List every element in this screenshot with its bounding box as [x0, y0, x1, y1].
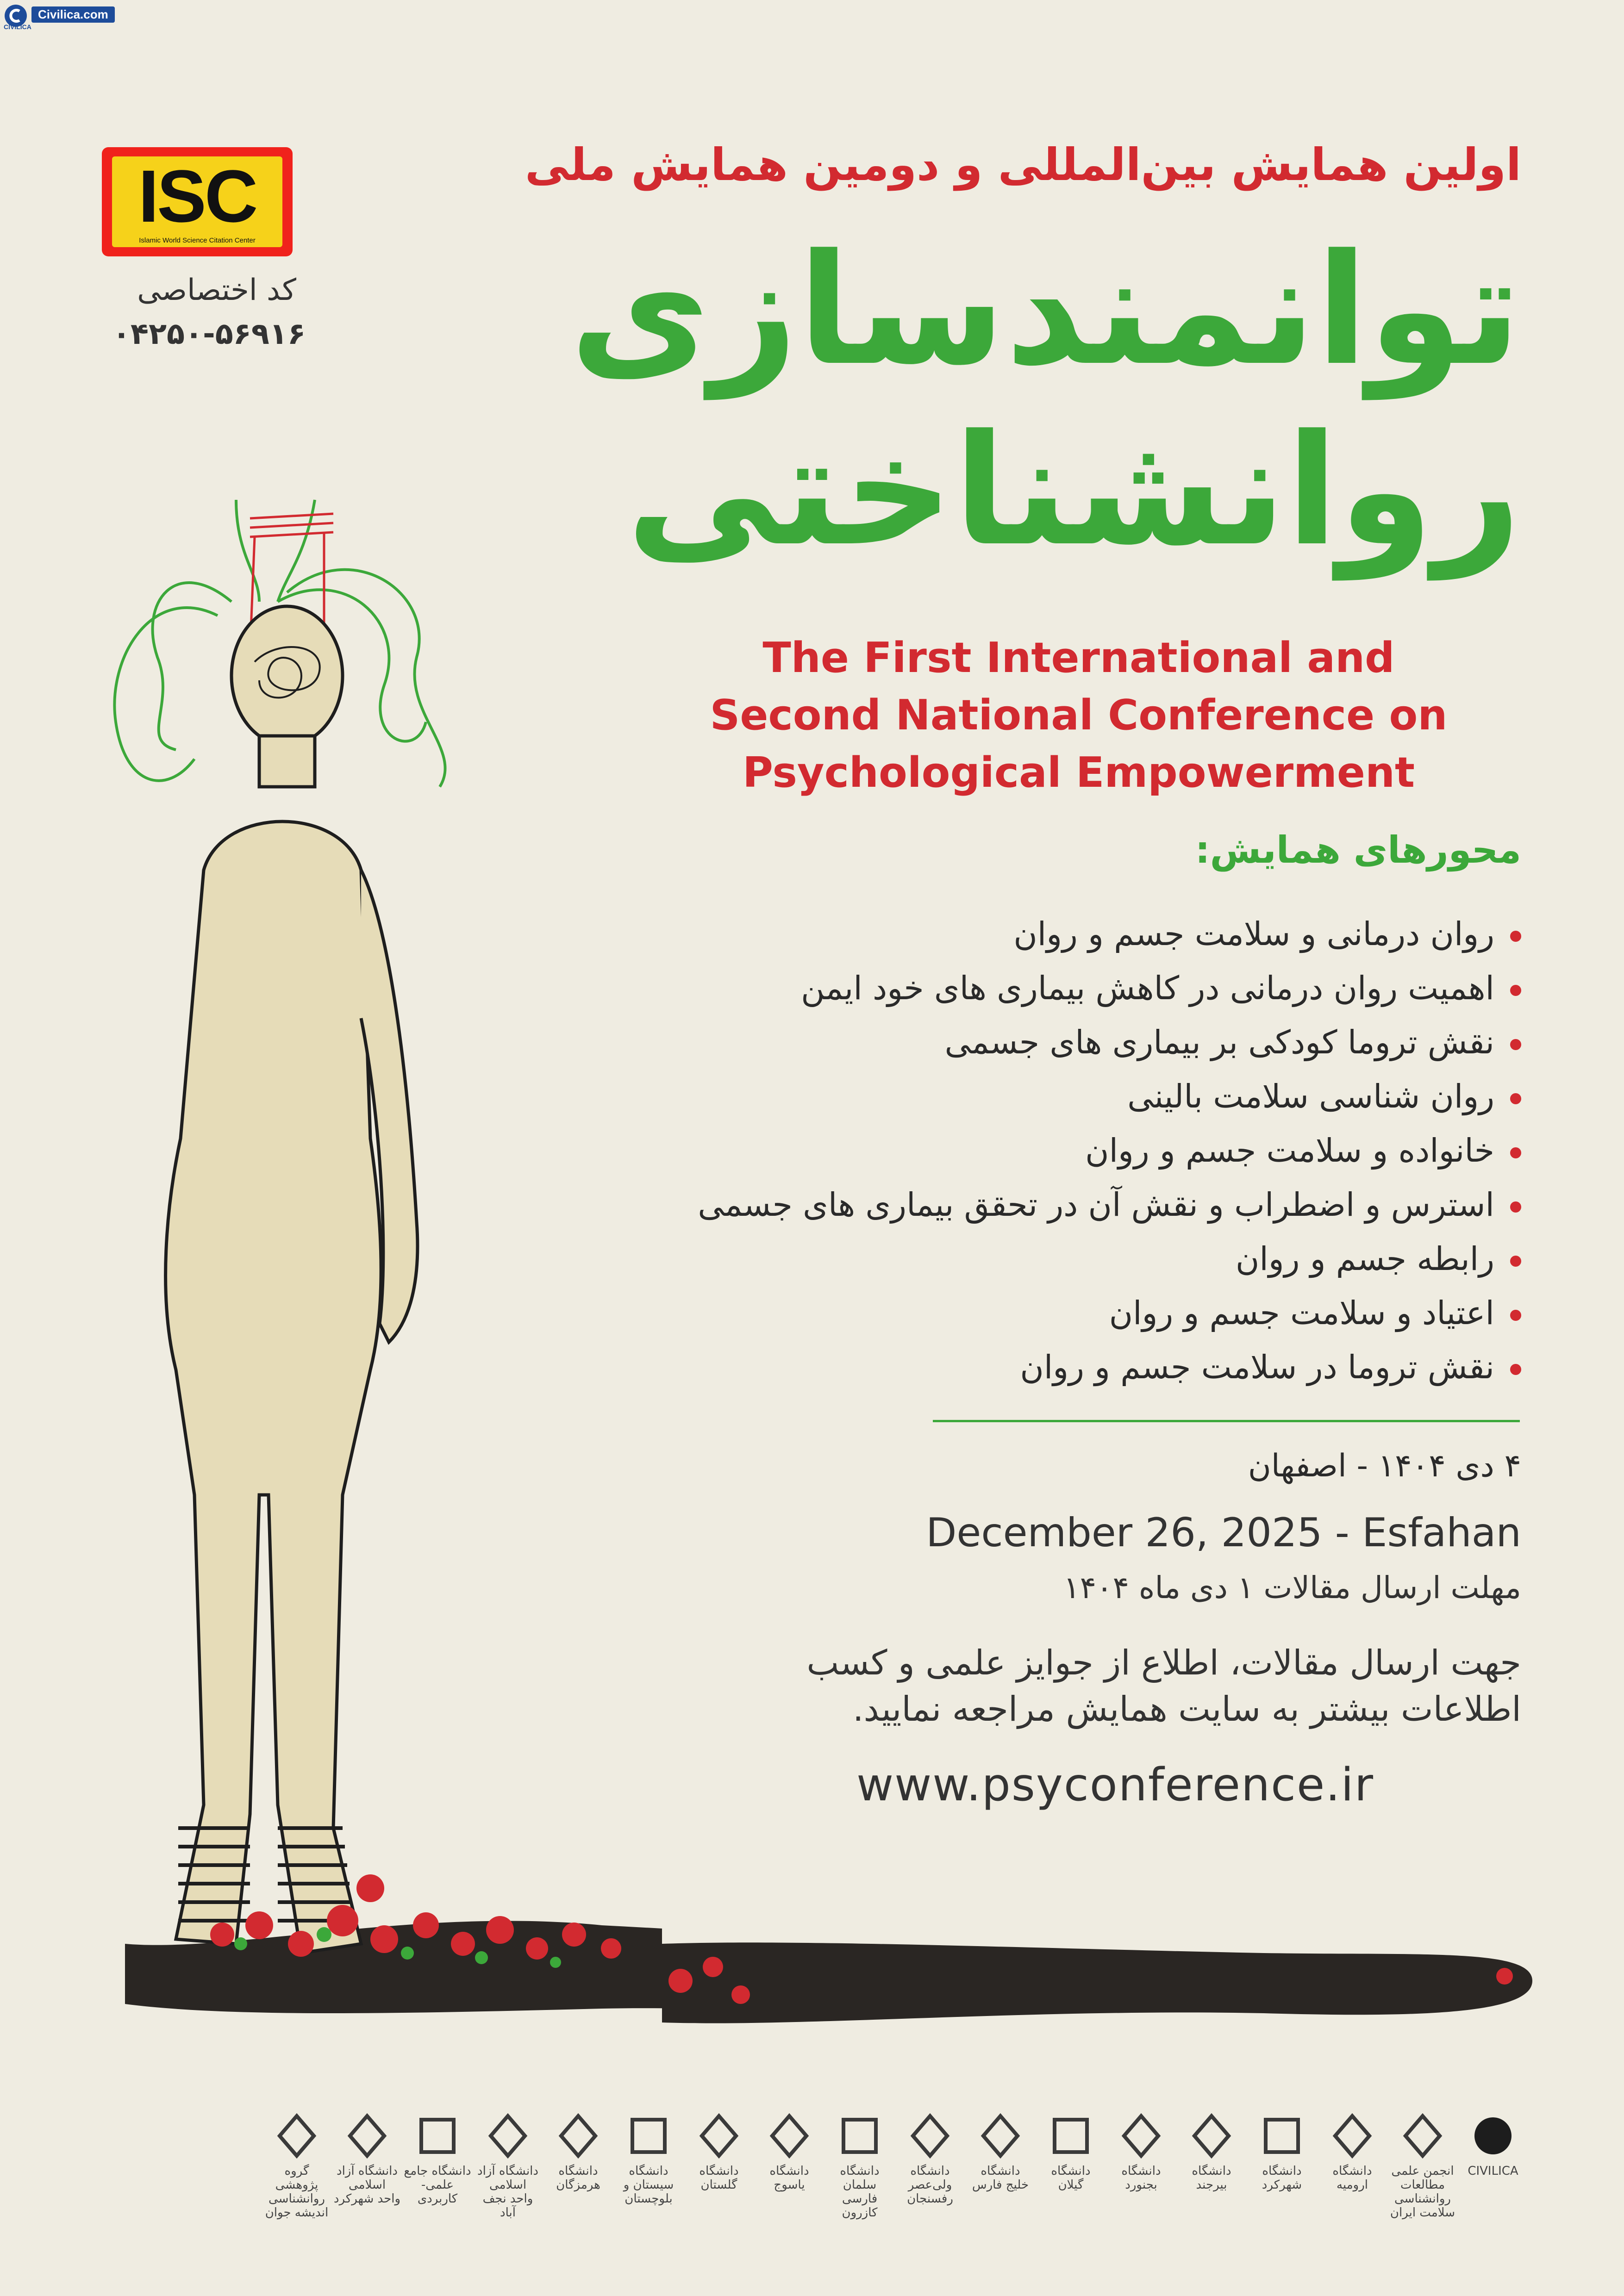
azad-logo-icon [482, 2110, 533, 2161]
topic-text: اهمیت روان درمانی در کاهش بیماری های خود ایمن [801, 969, 1494, 1007]
topic-text: استرس و اضطراب و نقش آن در تحقق بیماری های جسمی [698, 1186, 1494, 1224]
sponsor-logo [755, 2110, 824, 2192]
bullet-icon [1510, 1201, 1521, 1213]
sponsor-logo [1388, 2110, 1457, 2220]
topic-item [549, 1178, 1521, 1232]
info-line: اطلاعات بیشتر به سایت همایش مراجعه نمایید. [853, 1689, 1521, 1729]
isc-logo [102, 147, 293, 256]
topic-item [549, 1015, 1521, 1070]
sponsor-caption: دانشگاه گلستان [699, 2164, 739, 2192]
sponsor-logo [1458, 2110, 1528, 2178]
isc-code-value: ۰۴۲۵۰-۵۶۹۱۶ [112, 317, 306, 351]
isc-code-label: کد اختصاصی [137, 273, 296, 307]
topic-item [549, 907, 1521, 961]
azad-logo-icon [342, 2110, 393, 2161]
sponsor-logo [1318, 2110, 1387, 2192]
tower-logo-icon [412, 2110, 463, 2161]
triangle-logo-icon [975, 2110, 1026, 2161]
sponsor-logo [543, 2110, 613, 2192]
sponsor-logo [1036, 2110, 1106, 2192]
square-logo-icon [623, 2110, 674, 2161]
sponsor-logo [1177, 2110, 1246, 2192]
sponsor-caption: دانشگاه آزاد اسلامی واحد شهرکرد [333, 2164, 401, 2206]
sponsor-caption: دانشگاه بیرجند [1192, 2164, 1231, 2192]
sponsor-logo [1106, 2110, 1176, 2192]
psi-wings-logo-icon [1397, 2110, 1448, 2161]
title-en-line: The First International and [762, 634, 1395, 682]
sponsor-caption: دانشگاه خلیج فارس [972, 2164, 1029, 2192]
columns-logo-icon [1116, 2110, 1167, 2161]
shield-logo-icon [1186, 2110, 1237, 2161]
sponsor-caption: دانشگاه ارومیه [1332, 2164, 1372, 2192]
sponsor-caption: دانشگاه یاسوج [769, 2164, 809, 2192]
shadow-extension [662, 1911, 1542, 2050]
topic-item [549, 1070, 1521, 1124]
isc-logo-sub: Islamic World Science Citation Center [139, 236, 256, 244]
date-fa: ۴ دی ۱۴۰۴ - اصفهان [1248, 1448, 1521, 1484]
civilica-logo-icon [1468, 2110, 1518, 2161]
topic-item [549, 1124, 1521, 1178]
civilica-mini-label: CIVILICA [4, 23, 31, 31]
sponsor-caption: گروه پژوهشی روانشناسی اندیشه جوان [265, 2164, 329, 2220]
divider [933, 1420, 1520, 1422]
chevron-logo-icon [834, 2110, 885, 2161]
frame-logo-icon [553, 2110, 604, 2161]
swan-logo-icon [1045, 2110, 1096, 2161]
isc-logo-text: ISC [138, 155, 256, 237]
bullet-icon [1510, 1093, 1521, 1104]
bullet-icon [1510, 1039, 1521, 1050]
sponsor-caption: دانشگاه گیلان [1051, 2164, 1091, 2192]
title-fa-line2: روانشناختی [626, 402, 1521, 579]
sponsor-caption: دانشگاه جامع علمی-کاربردی [404, 2164, 471, 2206]
topic-text: خانواده و سلامت جسم و روان [1085, 1132, 1494, 1170]
sponsor-logo [966, 2110, 1035, 2192]
title-en [671, 629, 1486, 802]
website-link[interactable]: www.psyconference.ir [856, 1759, 1374, 1811]
bullet-icon [1510, 1256, 1521, 1267]
sponsor-logo [262, 2110, 331, 2220]
sponsor-logo [403, 2110, 472, 2206]
sponsor-logo [825, 2110, 894, 2220]
title-fa-line1: توانمندسازی [569, 221, 1521, 399]
sponsor-caption: دانشگاه سلمان فارسی کازرون [840, 2164, 880, 2220]
topic-text: نقش تروما در سلامت جسم و روان [1020, 1348, 1494, 1386]
bullet-icon [1510, 985, 1521, 996]
sponsor-logo [684, 2110, 754, 2192]
bullet-icon [1510, 1147, 1521, 1158]
sponsor-caption: دانشگاه شهرکرد [1262, 2164, 1302, 2192]
sponsor-caption: دانشگاه سیستان و بلوچستان [623, 2164, 674, 2206]
info-line: جهت ارسال مقالات، اطلاع از جوایز علمی و کسب [806, 1643, 1521, 1683]
bullet-icon [1510, 1310, 1521, 1321]
sponsor-caption: CIVILICA [1468, 2164, 1518, 2178]
sponsor-caption: دانشگاه ولی‌عصر رفسنجان [907, 2164, 953, 2206]
topic-item [549, 1286, 1521, 1340]
topic-text: نقش تروما کودکی بر بیماری های جسمی [944, 1023, 1494, 1061]
topic-item [549, 1340, 1521, 1394]
topic-text: روان درمانی و سلامت جسم و روان [1013, 915, 1494, 953]
bullet-icon [1510, 931, 1521, 942]
submission-deadline: مهلت ارسال مقالات ۱ دی ماه ۱۴۰۴ [1063, 1570, 1521, 1605]
sponsor-logo [473, 2110, 543, 2220]
date-en: December 26, 2025 - Esfahan [926, 1510, 1521, 1556]
title-en-line: Psychological Empowerment [742, 748, 1415, 797]
sponsor-logo [1247, 2110, 1317, 2192]
topic-text: رابطه جسم و روان [1235, 1240, 1494, 1278]
subtitle-fa: اولین همایش بین‌المللی و دومین همایش ملی [525, 139, 1521, 191]
sponsor-logo [614, 2110, 683, 2206]
gate-logo-icon [693, 2110, 744, 2161]
title-en-line: Second National Conference on [710, 691, 1448, 740]
bullet-icon [1510, 1364, 1521, 1375]
topic-text: روان شناسی سلامت بالینی [1127, 1077, 1494, 1115]
topic-item [549, 961, 1521, 1015]
civilica-link[interactable]: Civilica.com [31, 6, 115, 23]
book-logo-icon [764, 2110, 815, 2161]
civilica-corner[interactable] [4, 4, 129, 31]
rosette-logo-icon [905, 2110, 956, 2161]
flower-logo-icon [1327, 2110, 1378, 2161]
laurel-logo-icon [271, 2110, 322, 2161]
sponsor-caption: دانشگاه هرمزگان [556, 2164, 600, 2192]
topics-list [549, 907, 1521, 1394]
sponsor-logo [332, 2110, 402, 2206]
diamond-logo-icon [1256, 2110, 1307, 2161]
sponsor-logo [895, 2110, 965, 2206]
sponsor-caption: دانشگاه بجنورد [1121, 2164, 1161, 2192]
topic-item [549, 1232, 1521, 1286]
axes-heading: محورهای همایش: [1195, 828, 1521, 871]
sponsor-caption: دانشگاه آزاد اسلامی واحد نجف آباد [477, 2164, 538, 2220]
sponsor-caption: انجمن علمی مطالعات روانشناسی سلامت ایران [1390, 2164, 1455, 2220]
topic-text: اعتیاد و سلامت جسم و روان [1109, 1294, 1494, 1332]
